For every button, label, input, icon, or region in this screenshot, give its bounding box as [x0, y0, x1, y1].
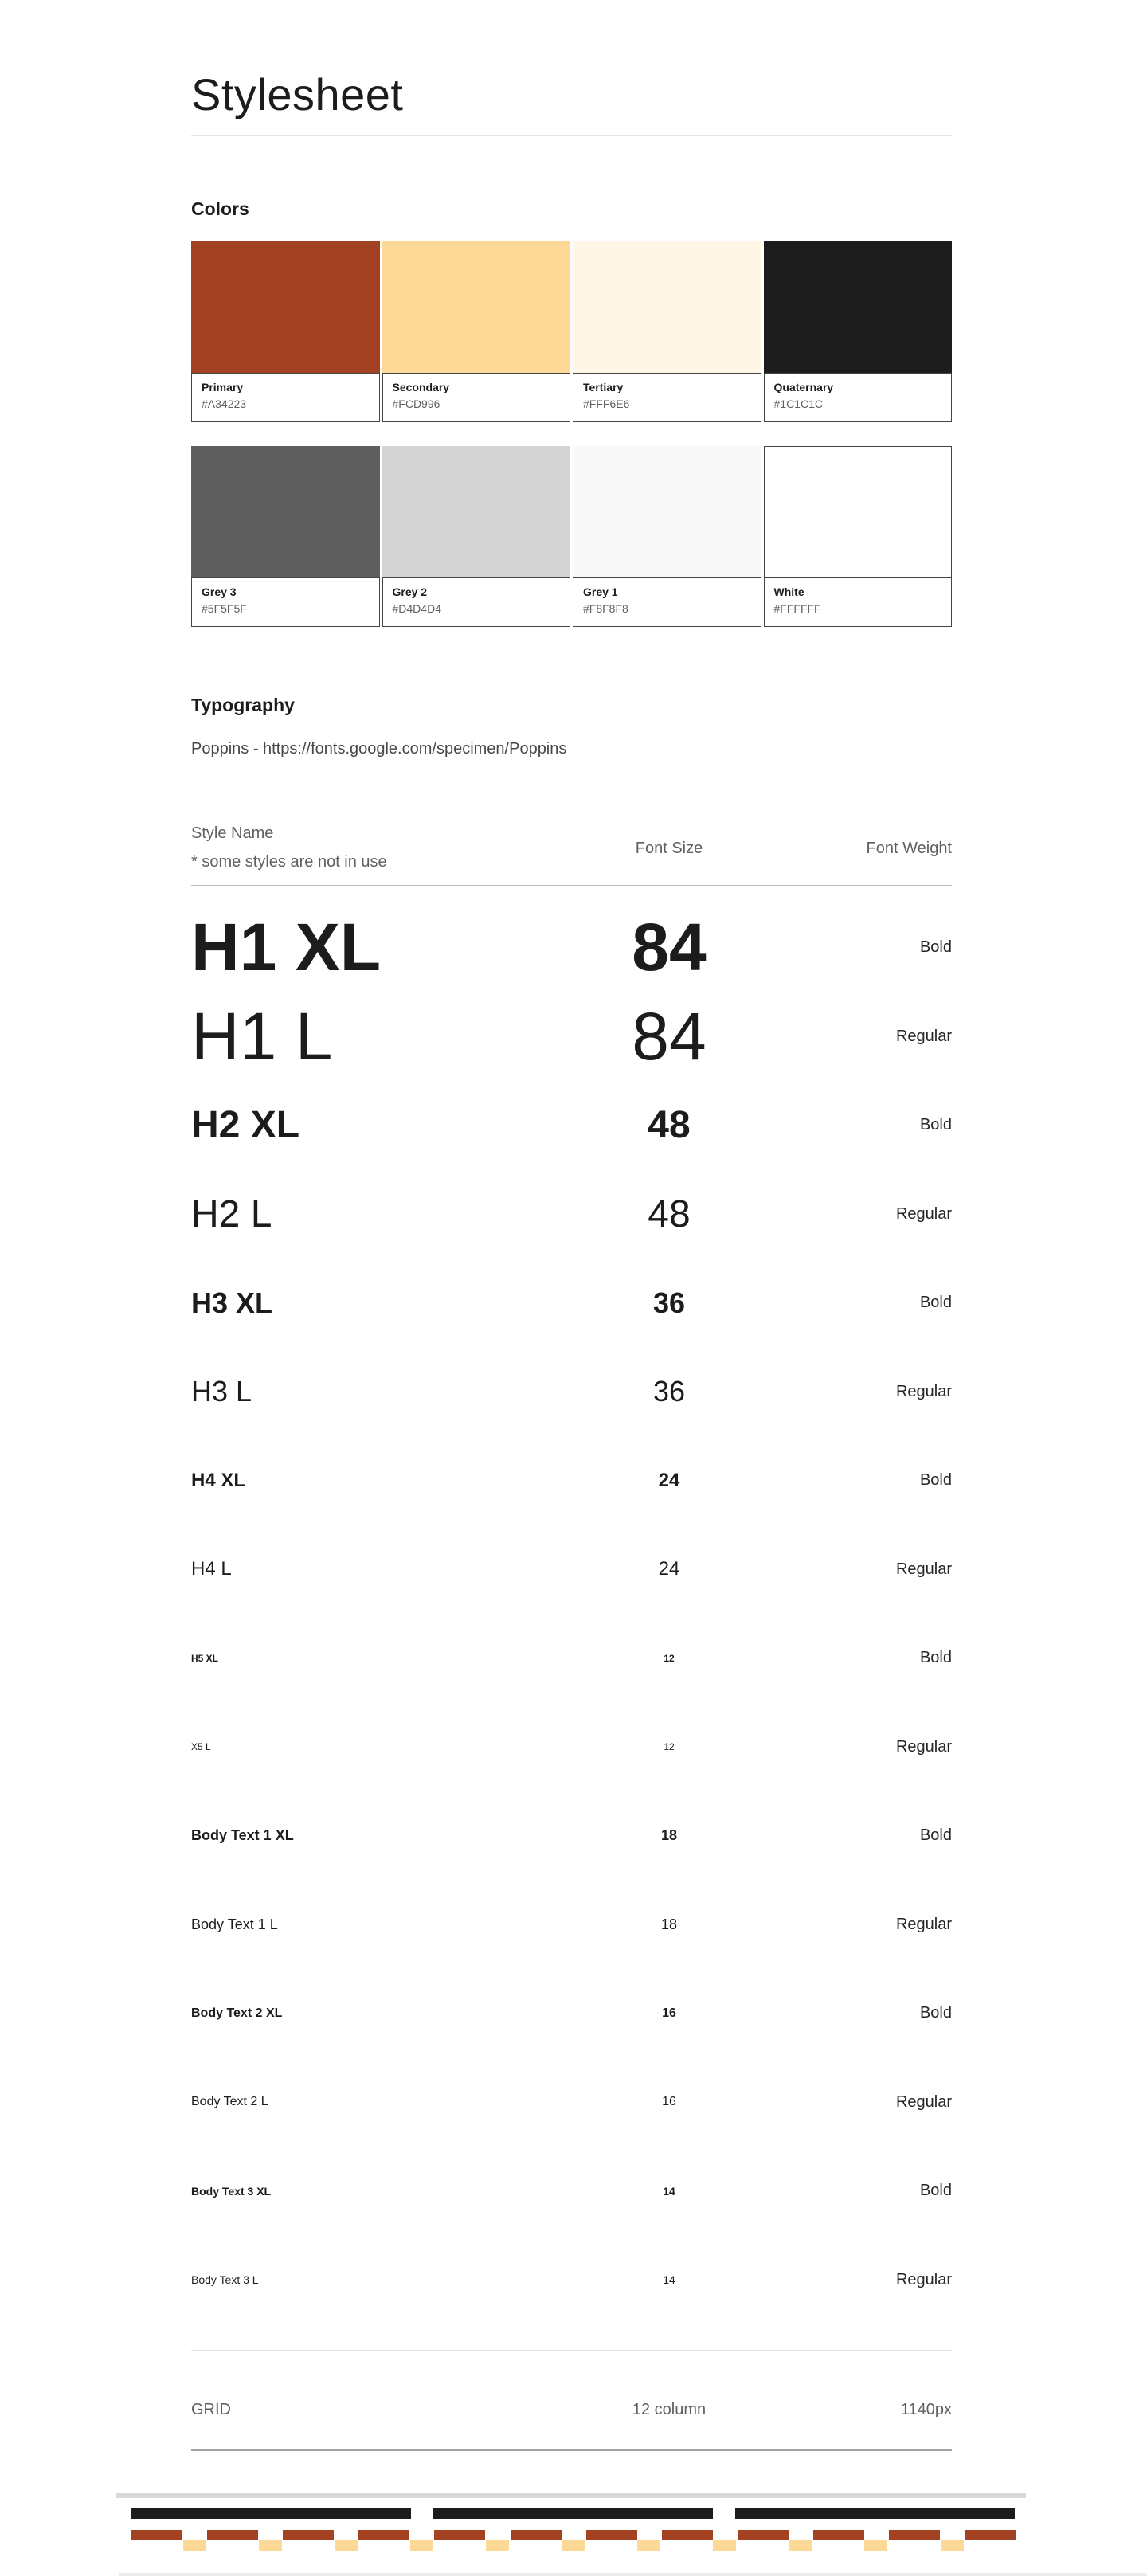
style-name-sample: H1 XL: [191, 910, 382, 985]
style-name-sample: X5 L: [191, 1741, 211, 1753]
table-row: [191, 1881, 952, 1970]
table-row: [191, 1348, 952, 1437]
color-name: Secondary: [392, 381, 450, 393]
color-block: [191, 446, 380, 577]
divider: [191, 2350, 952, 2351]
rust-column-bar: [283, 2530, 334, 2540]
font-size-value: 18: [660, 1916, 678, 1932]
font-weight-label: Bold: [919, 1471, 952, 1490]
color-name: White: [773, 585, 804, 598]
font-size-value: 16: [662, 2006, 676, 2020]
font-weight-label: Regular: [895, 1737, 952, 1756]
font-weight-label: Bold: [919, 1294, 952, 1312]
font-size-value: 48: [648, 1104, 691, 1147]
rust-column-bar: [131, 2530, 182, 2540]
style-name-sample: H2 L: [191, 1192, 272, 1235]
color-hex: #FFFFFF: [773, 602, 821, 616]
font-size-value: 14: [663, 2184, 675, 2198]
colors-heading: Colors: [191, 198, 249, 219]
color-hex: #5F5F5F: [202, 602, 247, 616]
font-size-value: 14: [663, 2273, 675, 2287]
yellow-gutter-square: [486, 2540, 509, 2551]
yellow-gutter-square: [789, 2540, 812, 2551]
color-swatch-white: [764, 446, 953, 627]
yellow-gutter-square: [259, 2540, 282, 2551]
divider-thick: [191, 2449, 952, 2451]
column-header-font-weight: Font Weight: [866, 840, 952, 857]
yellow-gutter-square: [410, 2540, 433, 2551]
style-name-sample: Body Text 2 L: [191, 2095, 268, 2109]
color-block: [382, 446, 571, 577]
color-block: [573, 241, 761, 373]
rust-column-bar: [965, 2530, 1016, 2540]
table-row: [191, 2058, 952, 2147]
table-row: [191, 1791, 952, 1881]
color-name: Tertiary: [583, 381, 624, 393]
rust-column-bar: [813, 2530, 864, 2540]
style-name-sample: H5 XL: [191, 1652, 219, 1664]
rust-column-bar: [889, 2530, 940, 2540]
rust-column-bar: [434, 2530, 485, 2540]
rust-column-bar: [358, 2530, 409, 2540]
yellow-gutter-square: [183, 2540, 206, 2551]
color-block: [764, 241, 953, 373]
bottom-edge-line: [119, 2573, 1147, 2576]
style-name-sample: H4 XL: [191, 1469, 246, 1491]
black-segment-bar: [735, 2508, 1015, 2519]
color-block: [764, 446, 953, 577]
font-size-value: 84: [632, 910, 707, 985]
black-segment-bar: [433, 2508, 713, 2519]
yellow-gutter-square: [562, 2540, 585, 2551]
column-header-note: * some styles are not in use: [191, 853, 387, 871]
divider: [191, 885, 952, 886]
font-size-value: 12: [664, 1652, 675, 1664]
color-swatch-quaternary: [764, 241, 953, 422]
font-weight-label: Bold: [919, 2182, 952, 2200]
grid-width: 1140px: [900, 2401, 952, 2418]
font-size-value: 16: [662, 2095, 676, 2109]
style-name-sample: Body Text 3 XL: [191, 2184, 272, 2198]
rust-column-bar: [207, 2530, 258, 2540]
color-block: [573, 446, 761, 577]
color-hex: #F8F8F8: [583, 602, 628, 616]
font-weight-label: Regular: [895, 2093, 952, 2111]
font-weight-label: Bold: [919, 1116, 952, 1134]
font-reference-link[interactable]: Poppins - https://fonts.google.com/specimen/Poppins: [191, 740, 567, 758]
page-title: Stylesheet: [191, 69, 404, 119]
style-name-sample: H3 XL: [191, 1286, 273, 1319]
style-name-sample: Body Text 1 XL: [191, 1827, 294, 1844]
font-weight-label: Regular: [895, 1915, 952, 1933]
font-weight-label: Bold: [919, 1649, 952, 1667]
table-row: [191, 1703, 952, 1792]
color-swatch-tertiary: [573, 241, 761, 422]
font-size-value: 24: [658, 1469, 680, 1491]
color-swatch-grey-3: [191, 446, 380, 627]
table-row: [191, 1170, 952, 1259]
font-weight-label: Regular: [895, 2270, 952, 2288]
font-weight-label: Bold: [919, 2004, 952, 2022]
color-hex: #A34223: [202, 397, 247, 411]
black-segment-bar: [131, 2508, 411, 2519]
table-row: [191, 992, 952, 1082]
rust-column-bar: [511, 2530, 562, 2540]
full-width-grey-bar: [116, 2493, 1026, 2498]
table-row: [191, 1969, 952, 2058]
font-size-value: 24: [658, 1558, 680, 1580]
yellow-gutter-square: [864, 2540, 887, 2551]
color-name: Quaternary: [773, 381, 834, 393]
table-row: [191, 1614, 952, 1703]
color-name: Primary: [202, 381, 244, 393]
font-size-value: 84: [632, 998, 707, 1074]
color-name: Grey 2: [392, 585, 428, 598]
font-size-value: 18: [660, 1827, 678, 1844]
color-swatch-primary: [191, 241, 380, 422]
color-swatch-table-row-2: [191, 446, 952, 627]
yellow-gutter-square: [637, 2540, 660, 2551]
style-name-sample: H1 L: [191, 998, 333, 1074]
typography-heading: Typography: [191, 695, 295, 715]
color-swatch-grey-1: [573, 446, 761, 627]
rust-column-bar: [586, 2530, 637, 2540]
style-name-sample: H4 L: [191, 1558, 232, 1580]
grid-columns: 12 column: [632, 2401, 707, 2418]
style-name-sample: Body Text 1 L: [191, 1916, 278, 1932]
color-block: [382, 241, 571, 373]
font-size-value: 48: [648, 1192, 691, 1235]
yellow-gutter-square: [713, 2540, 736, 2551]
style-name-sample: H3 L: [191, 1375, 252, 1408]
table-row: [191, 1525, 952, 1615]
divider: [191, 135, 952, 136]
color-hex: #FFF6E6: [583, 397, 630, 411]
style-name-sample: H2 XL: [191, 1104, 300, 1147]
rust-column-bar: [662, 2530, 713, 2540]
table-row: [191, 2147, 952, 2236]
color-swatch-grey-2: [382, 446, 571, 627]
font-weight-label: Regular: [895, 1382, 952, 1400]
font-weight-label: Regular: [895, 1204, 952, 1223]
style-name-sample: Body Text 3 L: [191, 2273, 259, 2287]
column-header-style-name: Style Name: [191, 824, 274, 842]
color-hex: #D4D4D4: [392, 602, 441, 616]
font-weight-label: Bold: [919, 1826, 952, 1845]
rust-column-bar: [738, 2530, 789, 2540]
font-weight-label: Regular: [895, 1027, 952, 1045]
color-name: Grey 3: [202, 585, 237, 598]
color-swatch-table-row-1: [191, 241, 952, 422]
font-size-value: 36: [652, 1375, 686, 1408]
yellow-gutter-square: [941, 2540, 964, 2551]
color-name: Grey 1: [583, 585, 618, 598]
typography-table: [191, 903, 952, 2324]
table-row: [191, 1259, 952, 1348]
font-weight-label: Bold: [919, 938, 952, 957]
column-header-font-size: Font Size: [635, 840, 703, 857]
color-hex: #FCD996: [392, 397, 440, 411]
font-size-value: 36: [652, 1286, 686, 1319]
font-size-value: 12: [664, 1741, 675, 1753]
grid-info-row: [191, 2401, 952, 2419]
color-block: [191, 241, 380, 373]
color-hex: #1C1C1C: [773, 397, 823, 411]
color-swatch-secondary: [382, 241, 571, 422]
yellow-gutter-square: [335, 2540, 358, 2551]
font-weight-label: Regular: [895, 1560, 952, 1578]
table-row: [191, 903, 952, 992]
table-row: [191, 2236, 952, 2325]
table-row: [191, 1436, 952, 1525]
table-row: [191, 1081, 952, 1170]
style-name-sample: Body Text 2 XL: [191, 2006, 283, 2020]
grid-label: GRID: [191, 2401, 231, 2418]
